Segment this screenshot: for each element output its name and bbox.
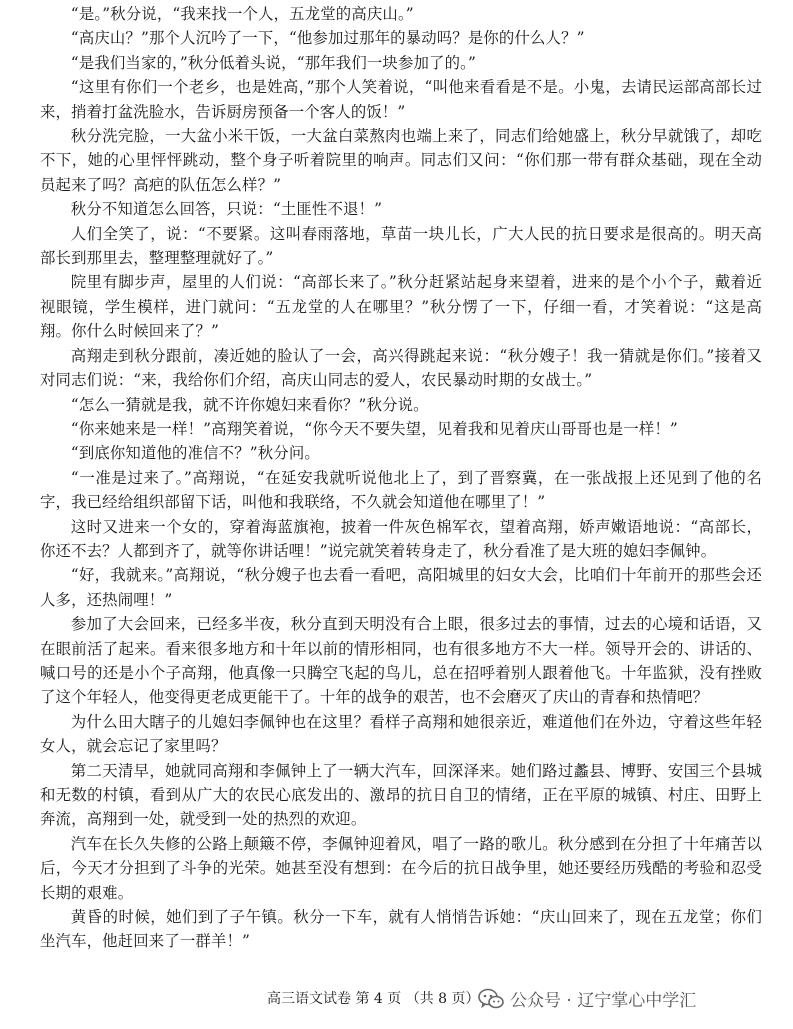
paragraph: 这时又进来一个女的，穿着海蓝旗袍，披着一件灰色棉军衣，望着高翔，娇声嫩语地说：“高部长，你还不去？人都到齐了，就等你讲话哩！”说完就笑着转身走了，秋分看准了是大班的媳妇李佩钟。 — [40, 517, 762, 560]
paragraph: 秋分不知道怎么回答，只说：“土匪性不退！” — [70, 200, 383, 219]
passage-text — [40, 2, 762, 954]
paragraph: 人们全笑了，说：“不要紧。这叫春雨落地，草苗一块儿长，广大人民的抗日要求是很高的。明天高部长到那里去，整理整理就好了。” — [40, 224, 762, 268]
paragraph: 为什么田大瞎子的儿媳妇李佩钟也在这里？看样子高翔和她很亲近，难道他们在外边，守着这些年轻女人，就会忘记了家里吗？ — [40, 712, 762, 756]
paragraph: 黄昏的时候，她们到了子午镇。秋分一下车，就有人悄悄告诉她：“庆山回来了，现在五龙堂；你们坐汽车，他赶回来了一群羊！” — [40, 908, 762, 951]
paragraph: 参加了大会回来，已经多半夜，秋分直到天明没有合上眼，很多过去的事情，过去的心境和话语，又在眼前活了起来。看来很多地方和十年以前的情形相同，也有很多地方不大一样。领导开会的、讲话的、喊口号的还是小个子高翔，他真像一只腾空飞起的鸟儿，总在招呼着别人跟着他飞。十年监狱，没有挫败了这个年轻人，他变得更老成更能干了。十年的战争的艰苦，也不会磨灭了庆山的青春和热情吧？ — [40, 615, 762, 707]
paragraph: “是我们当家的，”秋分低着头说，“那年我们一块参加了的。” — [70, 53, 476, 72]
wechat-watermark — [478, 986, 696, 1011]
paragraph: “高庆山？”那个人沉吟了一下，“他参加过那年的暴动吗？是你的什么人？” — [70, 29, 585, 48]
page-number-label: 高三语文试卷 第 4 页 （共 8 页） — [267, 991, 480, 1007]
paragraph: 院里有脚步声，屋里的人们说：“高部长来了。”秋分赶紧站起身来望着，进来的是个小个子，戴着近视眼镜，学生模样，进门就问：“五龙堂的人在哪里？”秋分愣了一下，仔细一看，才笑着说：“这是高翔。你什么时候回来了？” — [40, 273, 762, 341]
wechat-icon — [478, 988, 504, 1010]
paragraph: “怎么一猜就是我，就不许你媳妇来看你？”秋分说。 — [70, 395, 429, 414]
page-footer — [0, 986, 793, 1012]
paragraph: 秋分洗完脸，一大盆小米干饭，一大盆白菜熬肉也端上来了，同志们给她盛上，秋分早就饿了，却吃不下，她的心里怦怦跳动，整个身子听着院里的响声。同志们又问：“你们那一带有群众基础，现在全动员起来了吗？高疤的队伍怎么样？” — [40, 127, 762, 194]
paragraph: 汽车在长久失修的公路上颠簸不停，李佩钟迎着风，唱了一路的歌儿。秋分感到在分担了十年痛苦以后，今天才分担到了斗争的光荣。她甚至没有想到：在今后的抗日战争里，她还要经历残酷的考验和忍受长期的艰难。 — [40, 834, 762, 902]
paragraph: “这里有你们一个老乡，也是姓高，”那个人笑着说，“叫他来看看是不是。小鬼，去请民运部高部长过来，捎着打盆洗脸水，告诉厨房预备一个客人的饭！” — [40, 78, 762, 121]
paragraph: “到底你知道他的准信不？”秋分问。 — [70, 444, 320, 463]
paragraph: “你来她来是一样！”高翔笑着说，“你今天不要失望，见着我和见着庆山哥哥也是一样！” — [70, 419, 678, 438]
paragraph: “一准是过来了。”高翔说，“在延安我就听说他北上了，到了晋察冀，在一张战报上还见到了他的名字，我已经给组织部留下话，叫他和我联络，不久就会知道他在哪里了！” — [40, 468, 762, 512]
paragraph: 高翔走到秋分跟前，凑近她的脸认了一会，高兴得跳起来说：“秋分嫂子！我一猜就是你们。”接着又对同志们说：“来，我给你们介绍，高庆山同志的爱人，农民暴动时期的女战士。” — [40, 346, 762, 390]
paragraph: 第二天清早，她就同高翔和李佩钟上了一辆大汽车，回深泽来。她们路过蠡县、博野、安国三个县城和无数的村镇，看到从广大的农民心底发出的、激昂的抗日自卫的情绪，正在平原的城镇、村庄、田野上奔流，高翔到一处，就受到一处的热烈的欢迎。 — [40, 761, 762, 829]
paragraph: “是。”秋分说，“我来找一个人，五龙堂的高庆山。” — [70, 5, 414, 23]
watermark-text: 公众号 · 辽宁掌心中学汇 — [510, 991, 697, 1011]
paragraph: “好，我就来。”高翔说，“秋分嫂子也去看一看吧，高阳城里的妇女大会，比咱们十年前开的那些会还人多，还热闹哩！” — [40, 566, 762, 609]
